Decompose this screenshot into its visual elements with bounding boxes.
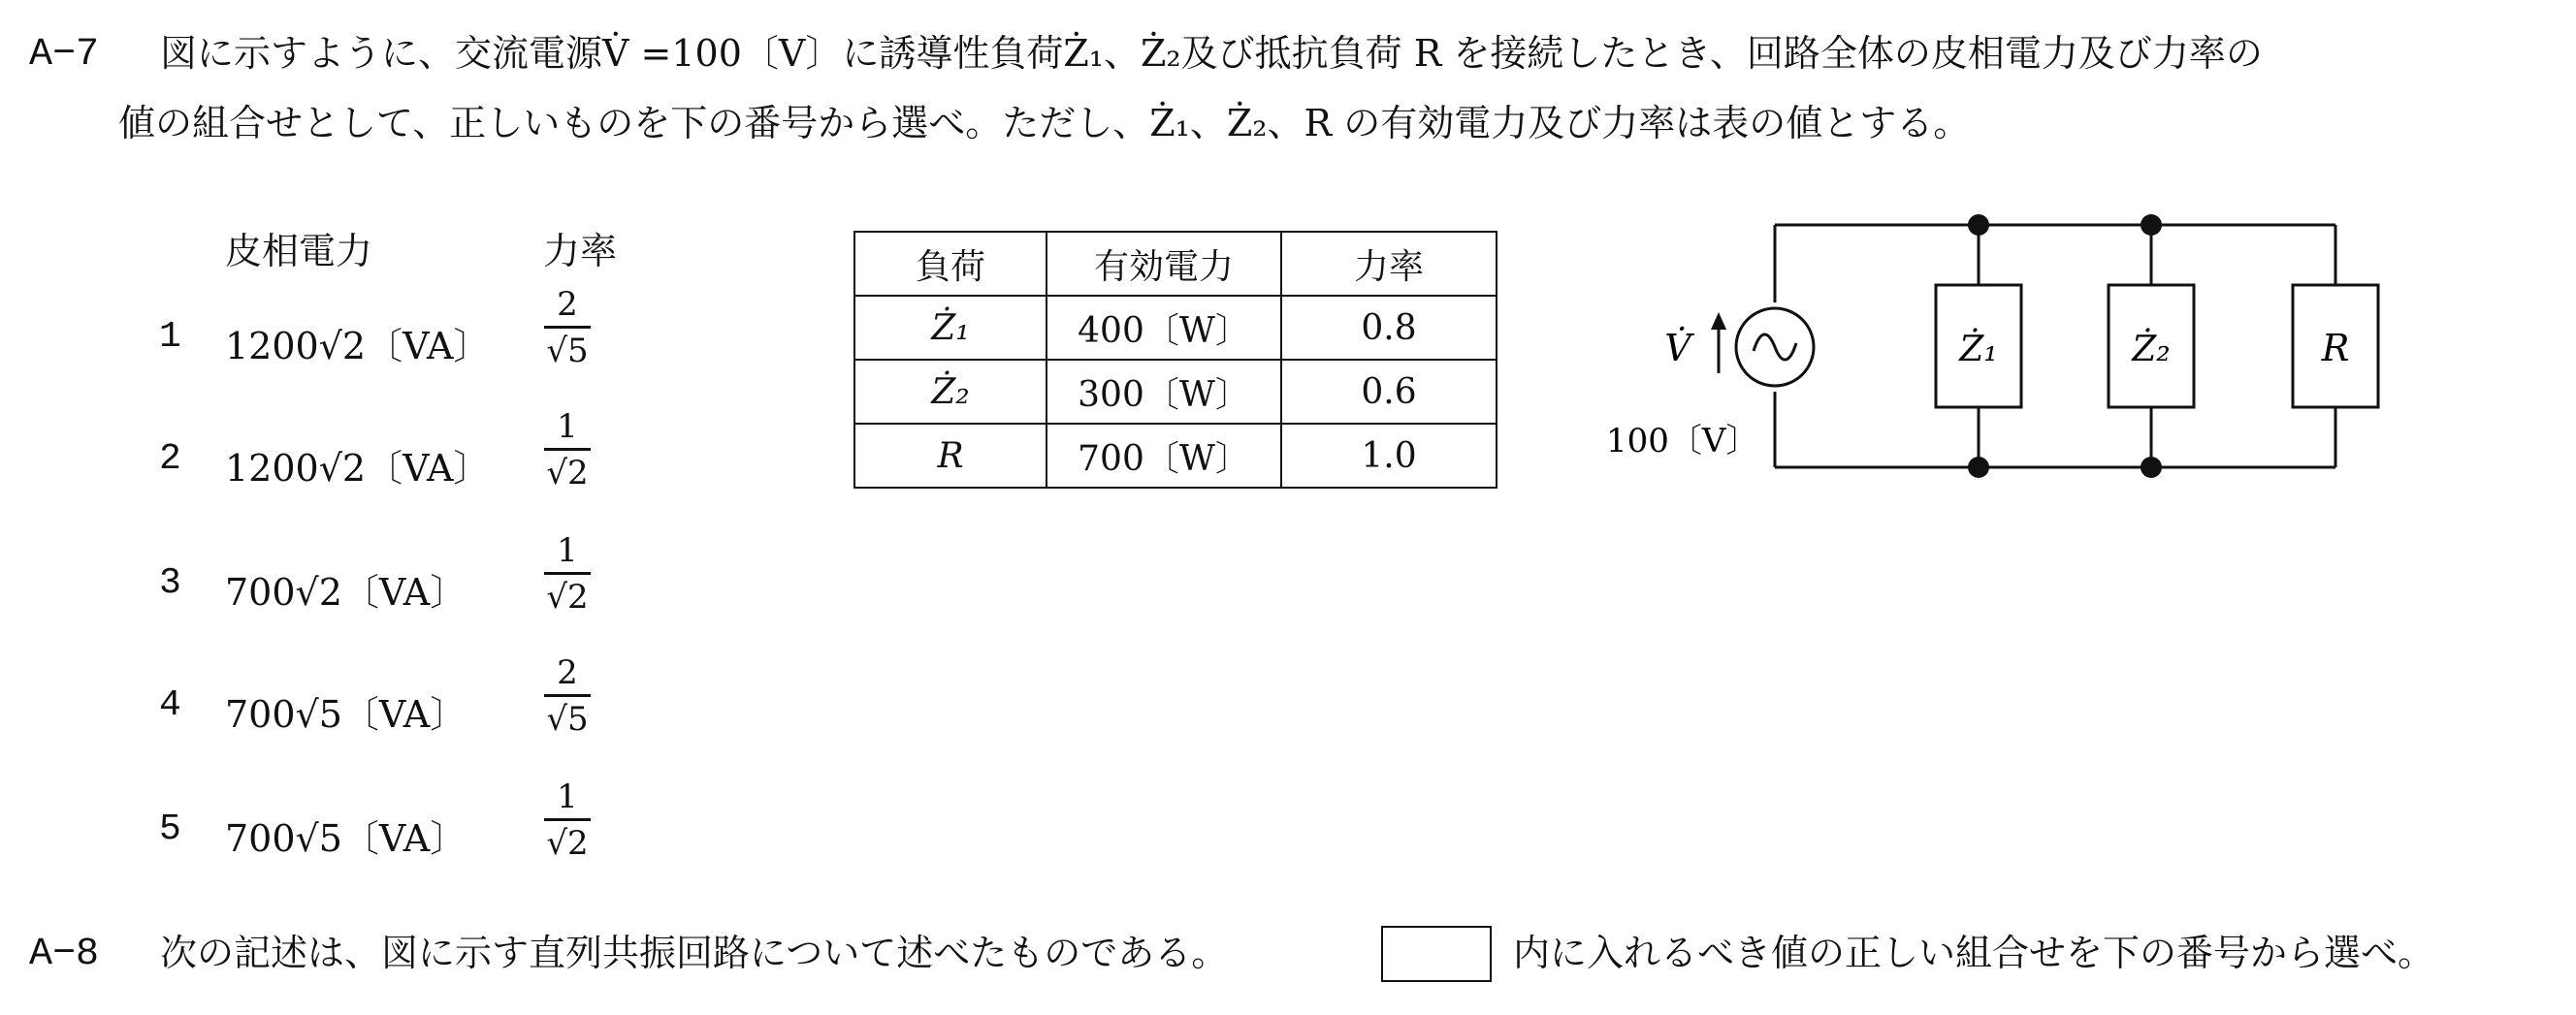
sine-icon xyxy=(1754,334,1796,360)
header-apparent-power: 皮相電力 xyxy=(225,230,373,272)
option-number: 4 xyxy=(159,684,181,726)
load-name: Ż₂ xyxy=(931,371,970,412)
option-number: 2 xyxy=(159,438,181,480)
table-cell: 1.0 xyxy=(1281,424,1497,488)
pf-denominator: √2 xyxy=(546,824,589,863)
pf-denominator: √5 xyxy=(546,700,589,739)
option-number: 3 xyxy=(159,562,181,604)
question-number-a8: A−8 xyxy=(29,933,100,976)
load-name: Ż₁ xyxy=(931,307,970,348)
table-cell: 0.6 xyxy=(1281,360,1497,424)
source-voltage-label: 100〔V〕 xyxy=(1606,422,1759,460)
arrow-head-icon xyxy=(1711,312,1726,330)
option-number: 1 xyxy=(159,316,181,358)
option-apparent-power: 700√2〔VA〕 xyxy=(225,571,467,614)
pf-numerator: 1 xyxy=(557,531,578,570)
table-header-cell: 負荷 xyxy=(854,232,1046,296)
source-label: V̇ xyxy=(1664,327,1691,369)
option-apparent-power: 700√5〔VA〕 xyxy=(225,817,467,860)
question-number-a7: A−7 xyxy=(29,33,100,77)
question-text-a8-after: 内に入れるべき値の正しい組合せを下の番号から選べ。 xyxy=(1513,932,2435,974)
table-cell: 400〔W〕 xyxy=(1046,296,1281,360)
table-header-cell: 力率 xyxy=(1281,232,1497,296)
question-text-a8-before: 次の記述は、図に示す直列共振回路について述べたものである。 xyxy=(160,932,1229,974)
table-cell: 0.8 xyxy=(1281,296,1497,360)
option-apparent-power: 700√5〔VA〕 xyxy=(225,693,467,736)
r-label: R xyxy=(2321,327,2350,369)
option-number: 5 xyxy=(159,809,181,850)
junction-dot xyxy=(1968,214,1989,236)
option-apparent-power: 1200√2〔VA〕 xyxy=(225,325,491,367)
pf-numerator: 2 xyxy=(557,285,578,324)
header-power-factor: 力率 xyxy=(543,230,618,272)
pf-denominator: √2 xyxy=(546,578,589,617)
question-text-line1: 図に示すように、交流電源V̇ =100〔V〕に誘導性負荷Ż₁、Ż₂及び抵抗負荷 R を接続したとき、回路全体の皮相電力及び力率の xyxy=(160,32,2263,75)
pf-numerator: 1 xyxy=(557,407,578,446)
table-cell: 300〔W〕 xyxy=(1046,360,1281,424)
answer-blank-box xyxy=(1381,926,1492,982)
load-name: R xyxy=(937,435,964,476)
z1-label: Ż₁ xyxy=(1959,330,1998,369)
pf-numerator: 2 xyxy=(557,653,578,692)
option-apparent-power: 1200√2〔VA〕 xyxy=(225,447,491,490)
table-header-cell: 有効電力 xyxy=(1046,232,1281,296)
pf-numerator: 1 xyxy=(557,777,578,816)
junction-dot xyxy=(2141,214,2162,236)
junction-dot xyxy=(2141,457,2162,478)
pf-denominator: √5 xyxy=(546,332,589,370)
junction-dot xyxy=(1968,457,1989,478)
question-text-line2: 値の組合せとして、正しいものを下の番号から選べ。ただし、Ż₁、Ż₂、R の有効電力及び力率は表の値とする。 xyxy=(118,102,1971,144)
table-cell: 700〔W〕 xyxy=(1046,424,1281,488)
z2-label: Ż₂ xyxy=(2132,330,2171,369)
pf-denominator: √2 xyxy=(546,454,589,492)
